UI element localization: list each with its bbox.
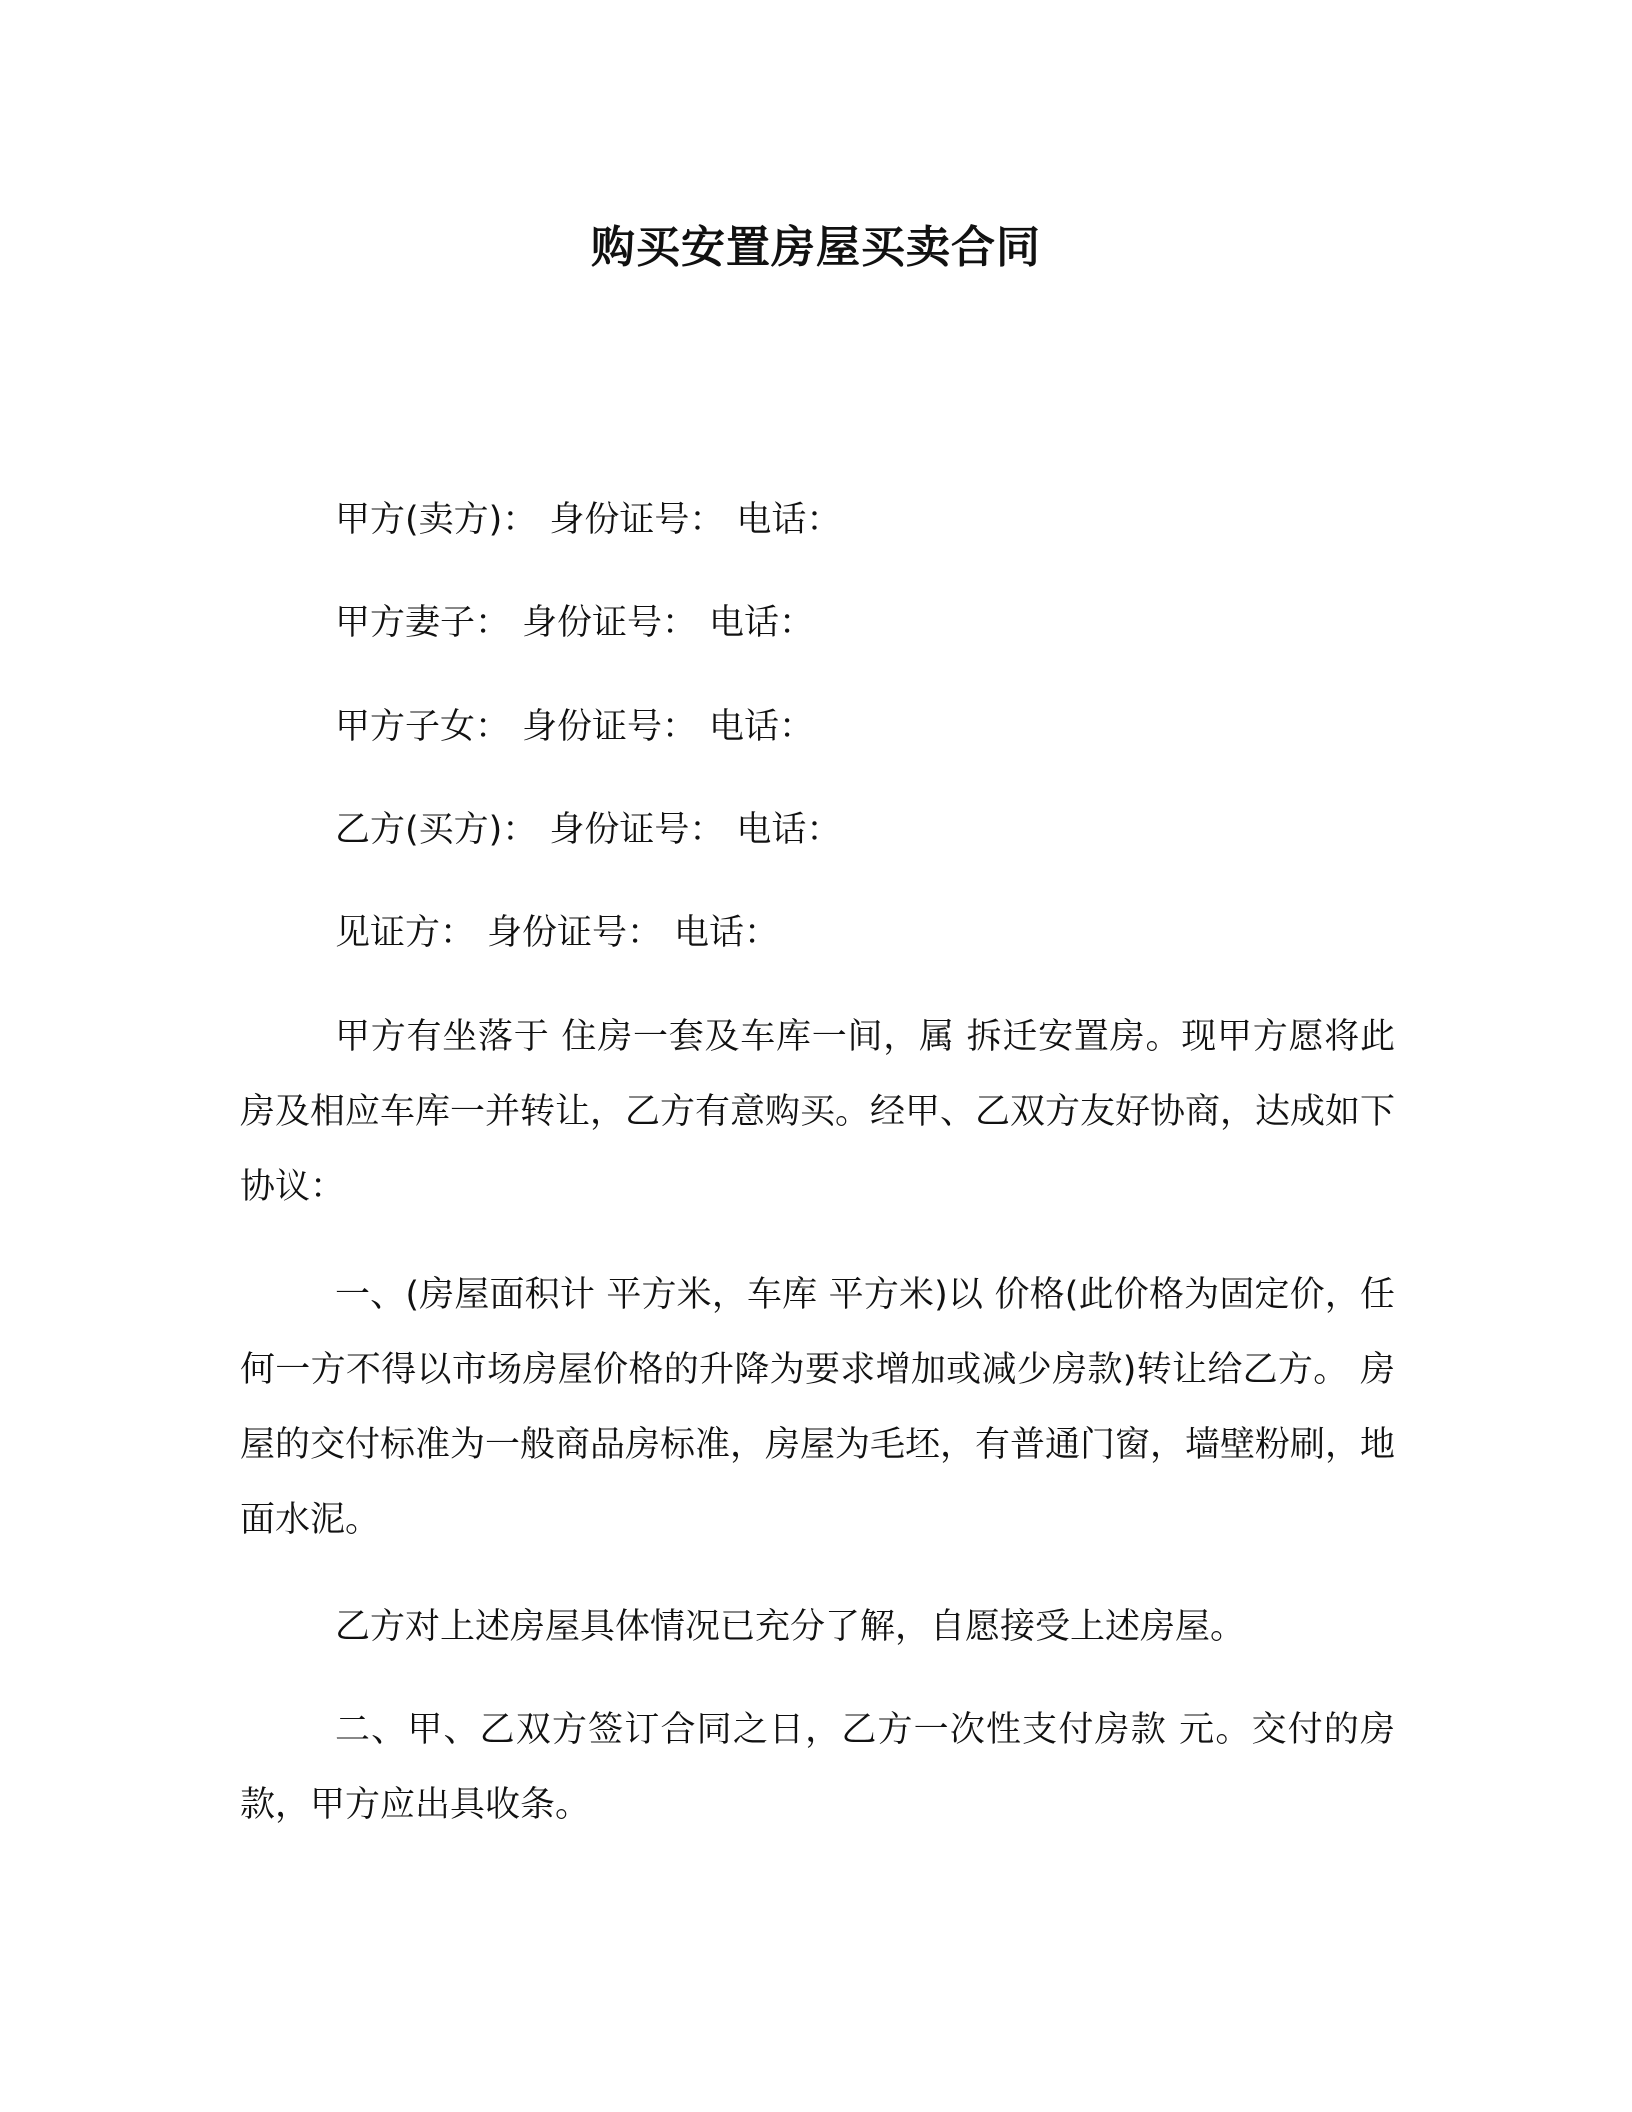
id-number-label: 身份证号：	[549, 500, 725, 540]
party-role: 甲方妻子：	[335, 603, 511, 643]
party-line-seller-wife	[335, 598, 814, 648]
document-title: 购买安置房屋买卖合同	[591, 222, 1041, 273]
paragraph-acceptance: 乙方对上述房屋具体情况已充分了解，自愿接受上述房屋。	[335, 1607, 1246, 1647]
phone-label: 电话：	[709, 707, 815, 747]
phone-label: 电话：	[736, 810, 842, 850]
id-number-label: 身份证号：	[522, 603, 698, 643]
paragraph-preamble: 甲方有坐落于 住房一套及车库一间，属 拆迁安置房。现甲方愿将此房及相应车库一并转让，乙方有意购买。经甲、乙双方友好协商，达成如下协议：	[240, 1017, 1396, 1207]
party-role: 甲方子女：	[335, 707, 511, 747]
party-role: 见证方：	[335, 913, 476, 953]
phone-label: 电话：	[736, 500, 842, 540]
id-number-label: 身份证号：	[549, 810, 725, 850]
party-line-buyer	[335, 805, 841, 855]
paragraph-clause-2: 二、甲、乙双方签订合同之日，乙方一次性支付房款 元。交付的房款，甲方应出具收条。	[240, 1710, 1395, 1825]
phone-label: 电话：	[709, 603, 815, 643]
id-number-label: 身份证号：	[487, 913, 663, 953]
party-line-witness	[335, 908, 779, 958]
id-number-label: 身份证号：	[522, 707, 698, 747]
phone-label: 电话：	[674, 913, 780, 953]
party-role: 乙方(买方)：	[335, 810, 538, 850]
party-line-seller	[335, 495, 841, 545]
party-role: 甲方(卖方)：	[335, 500, 538, 540]
paragraph-clause-1: 一、(房屋面积计 平方米，车库 平方米)以 价格(此价格为固定价，任何一方不得以市场房屋价格的升降为要求增加或减少房款)转让给乙方。 房屋的交付标准为一般商品房标准，房屋为毛坯，有普通门窗，墙壁粉刷，地面水泥。	[240, 1275, 1396, 1540]
party-line-seller-children	[335, 702, 814, 752]
